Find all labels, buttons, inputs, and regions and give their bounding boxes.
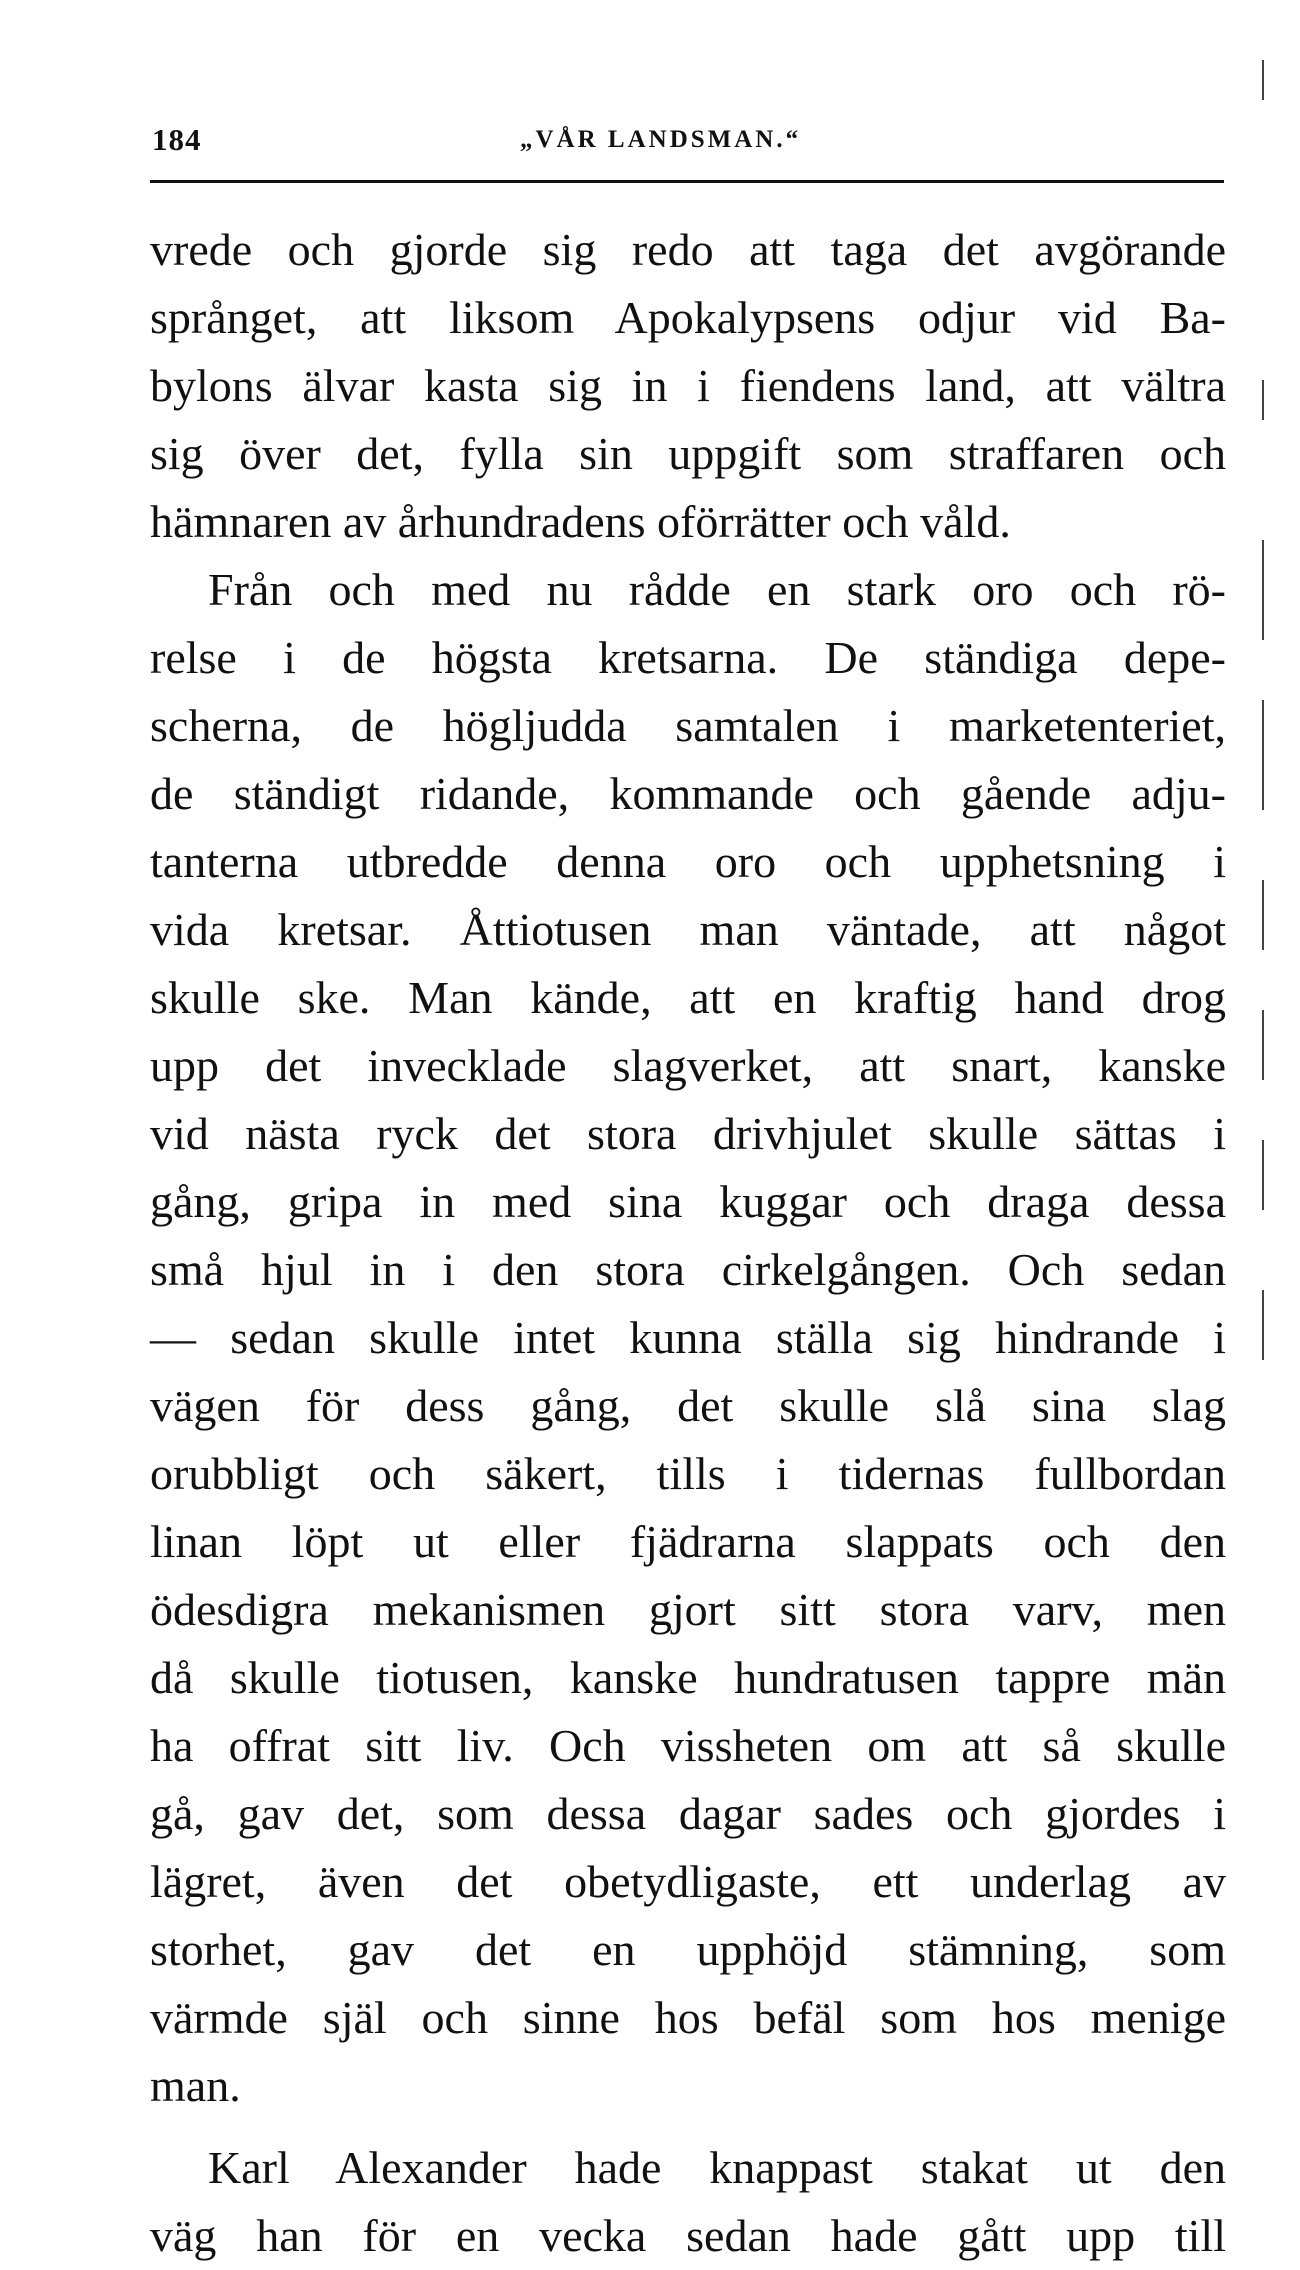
margin-mark bbox=[1262, 700, 1264, 810]
body-text bbox=[150, 216, 1226, 2270]
text-line: orubbligt och säkert, tills i tidernas fullbordan bbox=[150, 1448, 1226, 1499]
text-line: bylons älvar kasta sig in i fiendens land, att vältra bbox=[150, 360, 1226, 411]
header-rule bbox=[150, 180, 1224, 183]
text-line: linan löpt ut eller fjädrarna slappats och den bbox=[150, 1516, 1226, 1567]
running-title: „VÅR LANDSMAN.“ bbox=[520, 126, 802, 153]
text-line: Från och med nu rådde en stark oro och rö- bbox=[208, 564, 1226, 615]
margin-mark bbox=[1262, 880, 1264, 950]
page-number: 184 bbox=[152, 122, 202, 157]
text-line: lägret, även det obetydligaste, ett underlag av bbox=[150, 1856, 1226, 1907]
text-line: då skulle tiotusen, kanske hundratusen tappre män bbox=[150, 1652, 1226, 1703]
text-line: skulle ske. Man kände, att en kraftig hand drog bbox=[150, 972, 1226, 1023]
text-line: — sedan skulle intet kunna ställa sig hindrande i bbox=[150, 1312, 1226, 1363]
text-line: man. bbox=[150, 2060, 241, 2111]
text-line: tanterna utbredde denna oro och upphetsning i bbox=[150, 836, 1226, 887]
text-line: små hjul in i den stora cirkelgången. Och sedan bbox=[150, 1244, 1226, 1295]
text-line: storhet, gav det en upphöjd stämning, som bbox=[150, 1924, 1226, 1975]
text-line: gå, gav det, som dessa dagar sades och gjordes i bbox=[150, 1788, 1226, 1839]
text-line: hämnaren av århundradens oförrätter och våld. bbox=[150, 496, 1011, 547]
text-line: de ständigt ridande, kommande och gående adju- bbox=[150, 768, 1226, 819]
margin-mark bbox=[1262, 1290, 1264, 1360]
margin-mark bbox=[1262, 1010, 1264, 1080]
text-line: ha offrat sitt liv. Och vissheten om att så skulle bbox=[150, 1720, 1226, 1771]
text-line: ödesdigra mekanismen gjort sitt stora varv, men bbox=[150, 1584, 1226, 1635]
text-line: vid nästa ryck det stora drivhjulet skulle sättas i bbox=[150, 1108, 1226, 1159]
running-head bbox=[150, 122, 1220, 166]
margin-mark bbox=[1262, 60, 1264, 100]
text-line: Karl Alexander hade knappast stakat ut den bbox=[208, 2142, 1226, 2193]
text-line: relse i de högsta kretsarna. De ständiga depe- bbox=[150, 632, 1226, 683]
text-line: vägen för dess gång, det skulle slå sina slag bbox=[150, 1380, 1226, 1431]
text-line: upp det invecklade slagverket, att snart, kanske bbox=[150, 1040, 1226, 1091]
text-line: vrede och gjorde sig redo att taga det avgörande bbox=[150, 224, 1226, 275]
margin-mark bbox=[1262, 1140, 1264, 1210]
text-line: vida kretsar. Åttiotusen man väntade, att något bbox=[150, 904, 1226, 955]
margin-mark bbox=[1262, 540, 1264, 640]
text-line: språnget, att liksom Apokalypsens odjur vid Ba- bbox=[150, 292, 1226, 343]
text-line: värmde själ och sinne hos befäl som hos menige bbox=[150, 1992, 1226, 2043]
text-line: scherna, de högljudda samtalen i marketenteriet, bbox=[150, 700, 1226, 751]
text-line: gång, gripa in med sina kuggar och draga dessa bbox=[150, 1176, 1226, 1227]
text-line: sig över det, fylla sin uppgift som straffaren och bbox=[150, 428, 1226, 479]
margin-mark bbox=[1262, 380, 1264, 420]
text-line: väg han för en vecka sedan hade gått upp till bbox=[150, 2210, 1226, 2261]
